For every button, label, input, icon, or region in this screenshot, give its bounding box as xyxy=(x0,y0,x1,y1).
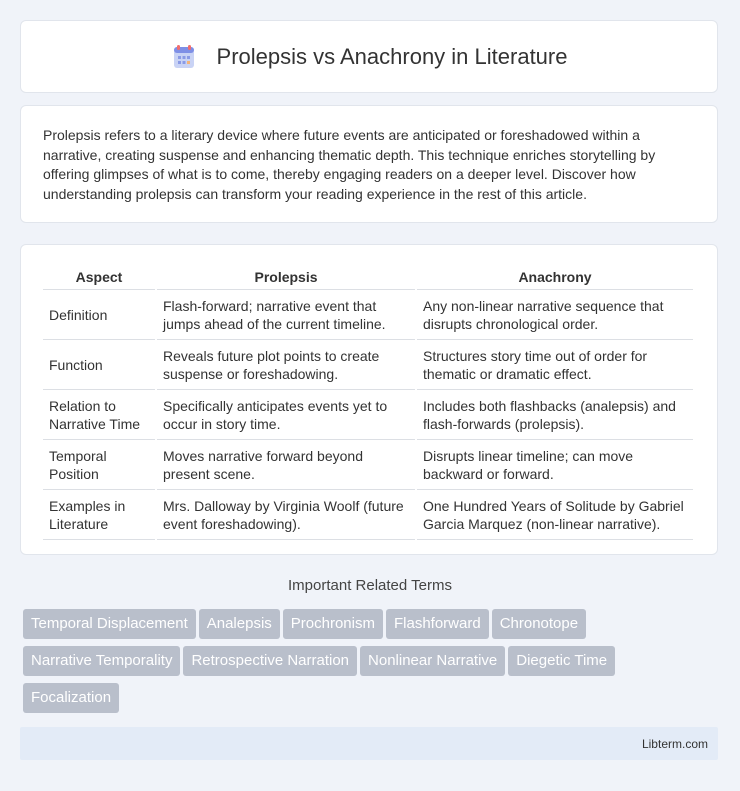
table-row xyxy=(43,340,693,390)
tag-analepsis[interactable]: Analepsis xyxy=(199,609,280,639)
table-row xyxy=(43,490,693,540)
table-row xyxy=(43,440,693,490)
tag-diegetic-time[interactable]: Diegetic Time xyxy=(508,646,615,676)
cell-aspect: Relation to Narrative Time xyxy=(43,390,155,440)
tag-focalization[interactable]: Focalization xyxy=(23,683,119,713)
table-row xyxy=(43,390,693,440)
cell-anachrony: Disrupts linear timeline; can move backward or forward. xyxy=(417,440,693,490)
cell-aspect: Examples in Literature xyxy=(43,490,155,540)
comparison-table xyxy=(41,265,695,540)
footer-brand-link[interactable]: Libterm.com xyxy=(641,736,708,751)
cell-prolepsis: Specifically anticipates events yet to occur in story time. xyxy=(157,390,415,440)
intro-text: Prolepsis refers to a literary device where future events are anticipated or foreshadowed within a narrative, creating suspense and enhancing thematic depth. This technique enriches storytelling by offering glimpses of what is to come, thereby engaging readers on a deeper level. Discover how understanding prolepsis can transform your reading experience in the rest of this article. xyxy=(43,127,656,202)
cell-aspect: Definition xyxy=(43,290,155,340)
cell-aspect: Temporal Position xyxy=(43,440,155,490)
footer xyxy=(20,727,718,760)
cell-prolepsis: Mrs. Dalloway by Virginia Woolf (future event foreshadowing). xyxy=(157,490,415,540)
cell-prolepsis: Reveals future plot points to create suspense or foreshadowing. xyxy=(157,340,415,390)
cell-prolepsis: Flash-forward; narrative event that jumps ahead of the current timeline. xyxy=(157,290,415,340)
cell-anachrony: Any non-linear narrative sequence that disrupts chronological order. xyxy=(417,290,693,340)
cell-anachrony: One Hundred Years of Solitude by Gabriel Garcia Marquez (non-linear narrative). xyxy=(417,490,693,540)
cell-anachrony: Structures story time out of order for thematic or dramatic effect. xyxy=(417,340,693,390)
tag-narrative-temporality[interactable]: Narrative Temporality xyxy=(23,646,180,676)
tag-prochronism[interactable]: Prochronism xyxy=(283,609,383,639)
page-title: Prolepsis vs Anachrony in Literature xyxy=(216,43,568,69)
document-list-icon xyxy=(171,44,197,70)
cell-prolepsis: Moves narrative forward beyond present scene. xyxy=(157,440,415,490)
tag-temporal-displacement[interactable]: Temporal Displacement xyxy=(23,609,196,639)
header-card xyxy=(20,20,718,93)
related-terms-title: Important Related Terms xyxy=(288,577,452,594)
header-anachrony: Anachrony xyxy=(417,265,693,290)
table-row xyxy=(43,290,693,340)
intro-card xyxy=(20,105,718,223)
header-prolepsis: Prolepsis xyxy=(157,265,415,290)
tag-retrospective-narration[interactable]: Retrospective Narration xyxy=(183,646,357,676)
related-terms-tags xyxy=(23,609,723,720)
tag-nonlinear-narrative[interactable]: Nonlinear Narrative xyxy=(360,646,505,676)
tag-chronotope[interactable]: Chronotope xyxy=(492,609,586,639)
header-aspect: Aspect xyxy=(43,265,155,290)
comparison-table-card xyxy=(20,244,718,555)
table-header-row xyxy=(43,265,693,290)
tag-flashforward[interactable]: Flashforward xyxy=(386,609,489,639)
cell-aspect: Function xyxy=(43,340,155,390)
cell-anachrony: Includes both flashbacks (analepsis) and flash-forwards (prolepsis). xyxy=(417,390,693,440)
